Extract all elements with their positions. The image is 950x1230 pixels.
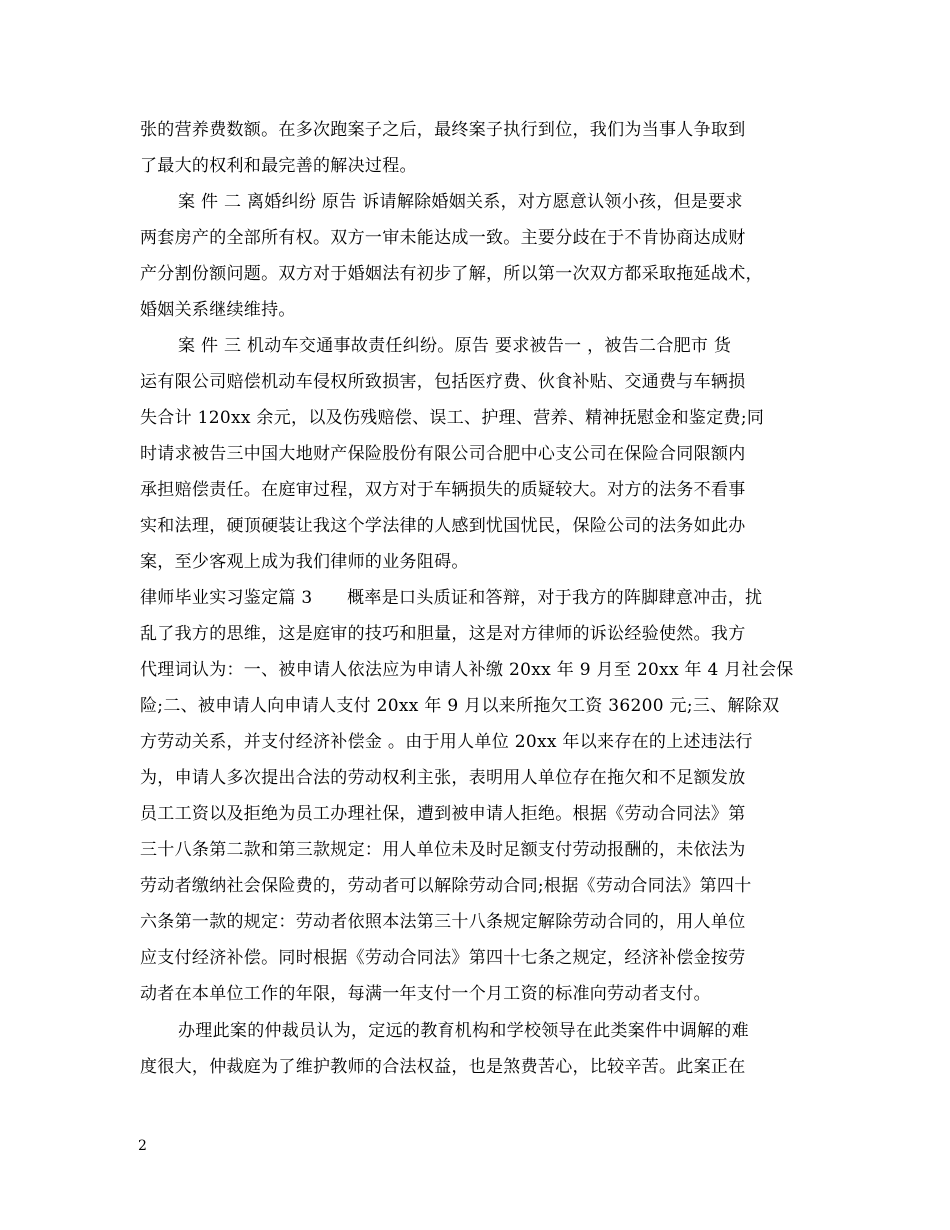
text-line: 险;二、被申请人向申请人支付 20xx 年 9 月以来所拖欠工资 36200 元;三、解除双: [140, 696, 780, 716]
text-line: 产分割份额问题。双方对于婚姻法有初步了解，所以第一次双方都采取拖延战术，: [140, 264, 763, 284]
text-line: 了最大的权利和最完善的解决过程。: [140, 156, 417, 176]
text-line: 案 件 二 离婚纠纷 原告 诉请解除婚姻关系，对方愿意认领小孩，但是要求: [178, 192, 743, 212]
text-line: 时请求被告三中国大地财产保险股份有限公司合肥中心支公司在保险合同限额内: [140, 444, 746, 464]
text-line: 应支付经济补偿。同时根据《劳动合同法》第四十七条之规定，经济补偿金按劳: [140, 948, 746, 968]
text-line: 两套房产的全部所有权。双方一审未能达成一致。主要分歧在于不肯协商达成财: [140, 228, 746, 248]
text-line: 律师毕业实习鉴定篇 3 概率是口头质证和答辩，对于我方的阵脚肆意冲击，扰: [140, 588, 763, 608]
text-line: 运有限公司赔偿机动车侵权所致损害，包括医疗费、伙食补贴、交通费与车辆损: [140, 372, 746, 392]
text-line: 劳动者缴纳社会保险费的，劳动者可以解除劳动合同;根据《劳动合同法》第四十: [140, 876, 752, 896]
text-line: 六条第一款的规定：劳动者依照本法第三十八条规定解除劳动合同的，用人单位: [140, 912, 746, 932]
text-line: 度很大，仲裁庭为了维护教师的合法权益，也是煞费苦心，比较辛苦。此案正在: [140, 1057, 746, 1077]
text-line: 张的营养费数额。在多次跑案子之后，最终案子执行到位，我们为当事人争取到: [140, 120, 746, 140]
text-line: 代理词认为：一、被申请人依法应为申请人补缴 20xx 年 9 月至 20xx 年 4 月社会保: [140, 660, 794, 680]
page-number: 2: [138, 1138, 147, 1154]
text-line: 婚姻关系继续维持。: [140, 300, 296, 320]
text-line: 三十八条第二款和第三款规定：用人单位未及时足额支付劳动报酬的，未依法为: [140, 840, 746, 860]
text-line: 承担赔偿责任。在庭审过程，双方对于车辆损失的质疑较大。对方的法务不看事: [140, 480, 746, 500]
text-line: 案，至少客观上成为我们律师的业务阻碍。: [140, 552, 469, 572]
text-line: 实和法理，硬顶硬装让我这个学法律的人感到忧国忧民，保险公司的法务如此办: [140, 516, 746, 536]
text-line: 为，申请人多次提出合法的劳动权利主张，表明用人单位存在拖欠和不足额发放: [140, 768, 746, 788]
text-line: 乱了我方的思维，这是庭审的技巧和胆量，这是对方律师的诉讼经验使然。我方: [140, 624, 746, 644]
text-line: 员工工资以及拒绝为员工办理社保，遭到被申请人拒绝。根据《劳动合同法》第: [140, 804, 746, 824]
text-line: 办理此案的仲裁员认为，定远的教育机构和学校领导在此类案件中调解的难: [178, 1021, 749, 1041]
text-line: 失合计 120xx 余元，以及伤残赔偿、误工、护理、营养、精神抚慰金和鉴定费;同: [140, 408, 765, 428]
text-line: 动者在本单位工作的年限，每满一年支付一个月工资的标准向劳动者支付。: [140, 984, 711, 1004]
text-line: 案 件 三 机动车交通事故责任纠纷。原告 要求被告一 ，被告二合肥市 货: [178, 336, 732, 356]
text-line: 方劳动关系，并支付经济补偿金 。由于用人单位 20xx 年以来存在的上述违法行: [140, 732, 753, 752]
